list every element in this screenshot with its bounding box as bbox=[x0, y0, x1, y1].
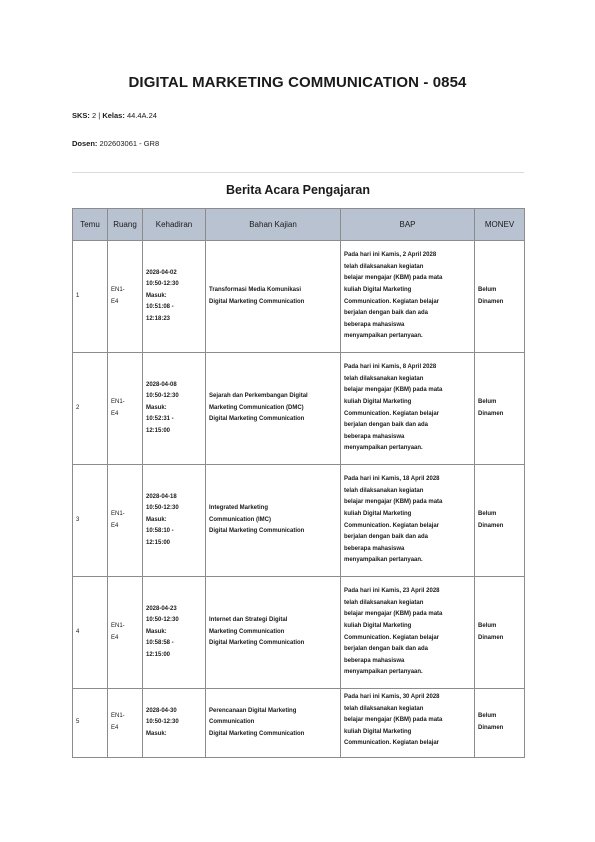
cell-line: EN1- bbox=[111, 713, 125, 720]
cell-line: Dinamen bbox=[478, 298, 504, 305]
cell-temu: 1 bbox=[73, 241, 108, 353]
cell-bahan-kajian bbox=[206, 353, 341, 465]
cell-temu: 5 bbox=[73, 689, 108, 758]
bap-table bbox=[72, 208, 525, 758]
cell-line: 2028-04-18 bbox=[146, 493, 177, 500]
cell-line: EN1- bbox=[111, 286, 125, 293]
page-title: DIGITAL MARKETING COMMUNICATION - 0854 bbox=[128, 74, 467, 91]
cell-line: E4 bbox=[111, 725, 119, 731]
cell-ruang bbox=[108, 353, 143, 465]
cell-line: Communication. Kegiatan belajar bbox=[344, 634, 440, 641]
cell-bap bbox=[341, 465, 475, 577]
cell-line: telah dilaksanakan kegiatan bbox=[344, 599, 424, 606]
cell-line: E4 bbox=[111, 522, 119, 529]
cell-line: Marketing Communication (DMC) bbox=[209, 404, 304, 411]
cell-line: 2028-04-08 bbox=[146, 381, 177, 388]
cell-line: kuliah Digital Marketing bbox=[344, 622, 412, 629]
cell-line: Pada hari ini Kamis, 18 April 2028 bbox=[344, 476, 440, 483]
cell-line: beberapa mahasiswa bbox=[344, 321, 405, 328]
cell-line: E4 bbox=[111, 634, 119, 641]
cell-line: 10:51:08 - bbox=[146, 304, 174, 311]
cell-line: Communication (IMC) bbox=[209, 516, 271, 523]
cell-line: Internet dan Strategi Digital bbox=[209, 617, 288, 624]
cell-monev bbox=[475, 577, 525, 689]
cell-line: Digital Marketing Communication bbox=[209, 528, 305, 535]
cell-line: Masuk: bbox=[146, 628, 167, 635]
table-row bbox=[73, 577, 525, 689]
cell-line: Masuk: bbox=[146, 404, 167, 411]
cell-line: Dinamen bbox=[478, 634, 504, 641]
header-bahan-kajian: Bahan Kajian bbox=[206, 209, 341, 241]
cell-kehadiran bbox=[143, 353, 206, 465]
cell-monev bbox=[475, 465, 525, 577]
cell-line: Communication bbox=[209, 719, 255, 726]
cell-line: 10:50-12:30 bbox=[146, 719, 179, 726]
cell-kehadiran bbox=[143, 465, 206, 577]
cell-line: Dinamen bbox=[478, 725, 504, 731]
cell-line: 12:15:00 bbox=[146, 651, 171, 658]
cell-line: EN1- bbox=[111, 510, 125, 517]
cell-line: 10:58:10 - bbox=[146, 528, 174, 535]
cell-bap bbox=[341, 241, 475, 353]
cell-line: Belum bbox=[478, 713, 497, 720]
cell-line: 12:15:00 bbox=[146, 539, 171, 546]
cell-kehadiran bbox=[143, 241, 206, 353]
cell-bahan-kajian bbox=[206, 577, 341, 689]
cell-line: Masuk: bbox=[146, 730, 167, 737]
cell-monev bbox=[475, 241, 525, 353]
cell-line: 10:58:58 - bbox=[146, 640, 174, 647]
cell-line: Pada hari ini Kamis, 23 April 2028 bbox=[344, 588, 440, 595]
cell-kehadiran bbox=[143, 577, 206, 689]
table-row bbox=[73, 241, 525, 353]
kelas-value: 44.4A.24 bbox=[126, 111, 157, 120]
sks-label: SKS: bbox=[72, 111, 90, 120]
cell-line: Transformasi Media Komunikasi bbox=[209, 286, 302, 293]
cell-line: menyampaikan pertanyaan. bbox=[344, 445, 423, 452]
cell-line: beberapa mahasiswa bbox=[344, 657, 405, 664]
cell-ruang bbox=[108, 465, 143, 577]
cell-line: berjalan dengan baik dan ada bbox=[344, 310, 429, 317]
cell-line: 12:18:23 bbox=[146, 315, 171, 322]
cell-line: Masuk: bbox=[146, 516, 167, 523]
cell-line: 2028-04-30 bbox=[146, 707, 177, 714]
cell-line: E4 bbox=[111, 410, 119, 417]
cell-line: Belum bbox=[478, 622, 497, 629]
cell-line: Integrated Marketing bbox=[209, 505, 269, 512]
cell-line: kuliah Digital Marketing bbox=[344, 398, 412, 405]
header-monev: MONEV bbox=[475, 209, 525, 241]
cell-line: berjalan dengan baik dan ada bbox=[344, 534, 429, 541]
cell-line: 12:15:00 bbox=[146, 427, 171, 434]
cell-line: Marketing Communication bbox=[209, 628, 285, 635]
dosen-value: 202603061 - GR8 bbox=[99, 139, 160, 148]
course-meta-sks-kelas bbox=[72, 111, 157, 120]
cell-line: 10:52:31 - bbox=[146, 416, 174, 423]
section-title: Berita Acara Pengajaran bbox=[225, 183, 371, 197]
cell-line: Digital Marketing Communication bbox=[209, 640, 305, 647]
cell-line: kuliah Digital Marketing bbox=[344, 286, 412, 293]
cell-line: berjalan dengan baik dan ada bbox=[344, 422, 429, 429]
cell-line: Communication. Kegiatan belajar bbox=[344, 298, 440, 305]
cell-ruang bbox=[108, 577, 143, 689]
meta-separator: | bbox=[98, 111, 101, 120]
cell-line: Digital Marketing Communication bbox=[209, 298, 305, 305]
cell-line: kuliah Digital Marketing bbox=[344, 728, 412, 735]
cell-line: E4 bbox=[111, 298, 119, 305]
cell-ruang bbox=[108, 241, 143, 353]
section-divider bbox=[72, 172, 524, 173]
cell-line: menyampaikan pertanyaan. bbox=[344, 333, 423, 340]
cell-line: beberapa mahasiswa bbox=[344, 433, 405, 440]
cell-line: kuliah Digital Marketing bbox=[344, 510, 412, 517]
cell-line: EN1- bbox=[111, 622, 125, 629]
cell-line: berjalan dengan baik dan ada bbox=[344, 646, 429, 653]
cell-line: Communication. Kegiatan belajar bbox=[344, 740, 440, 747]
cell-line: Dinamen bbox=[478, 522, 504, 529]
cell-bap-clip bbox=[344, 692, 471, 750]
cell-line: beberapa mahasiswa bbox=[344, 545, 405, 552]
cell-bahan-kajian bbox=[206, 465, 341, 577]
cell-line: Belum bbox=[478, 510, 497, 517]
cell-line: telah dilaksanakan kegiatan bbox=[344, 487, 424, 494]
cell-monev bbox=[475, 353, 525, 465]
cell-line: belajar mengajar (KBM) pada mata bbox=[344, 611, 443, 618]
header-temu: Temu bbox=[73, 209, 108, 241]
cell-line: EN1- bbox=[111, 398, 125, 405]
table-row bbox=[73, 689, 525, 758]
cell-line: 10:50-12:30 bbox=[146, 617, 179, 624]
kelas-label: Kelas: bbox=[102, 111, 125, 120]
header-kehadiran: Kehadiran bbox=[143, 209, 206, 241]
cell-bap bbox=[341, 577, 475, 689]
table-header-row bbox=[73, 209, 525, 241]
cell-line: belajar mengajar (KBM) pada mata bbox=[344, 387, 443, 394]
cell-line: 10:50-12:30 bbox=[146, 393, 179, 400]
cell-line: belajar mengajar (KBM) pada mata bbox=[344, 717, 443, 724]
header-bap: BAP bbox=[341, 209, 475, 241]
cell-bahan-kajian bbox=[206, 689, 341, 758]
cell-line: Digital Marketing Communication bbox=[209, 416, 305, 423]
cell-kehadiran bbox=[143, 689, 206, 758]
cell-line: belajar mengajar (KBM) pada mata bbox=[344, 275, 443, 282]
cell-line: Sejarah dan Perkembangan Digital bbox=[209, 393, 308, 400]
cell-bap bbox=[341, 689, 475, 758]
cell-line: 2028-04-02 bbox=[146, 269, 177, 276]
cell-line: Dinamen bbox=[478, 410, 504, 417]
dosen-label: Dosen: bbox=[72, 139, 98, 148]
cell-line: Pada hari ini Kamis, 2 April 2028 bbox=[344, 252, 437, 259]
cell-line: telah dilaksanakan kegiatan bbox=[344, 705, 424, 712]
cell-temu: 3 bbox=[73, 465, 108, 577]
cell-line: Communication. Kegiatan belajar bbox=[344, 522, 440, 529]
cell-line: 10:50-12:30 bbox=[146, 505, 179, 512]
cell-bap bbox=[341, 353, 475, 465]
header-ruang: Ruang bbox=[108, 209, 143, 241]
cell-line: telah dilaksanakan kegiatan bbox=[344, 263, 424, 270]
table-row bbox=[73, 353, 525, 465]
cell-line: Perencanaan Digital Marketing bbox=[209, 707, 297, 714]
table-row bbox=[73, 465, 525, 577]
cell-line: Masuk: bbox=[146, 292, 167, 299]
cell-line: telah dilaksanakan kegiatan bbox=[344, 375, 424, 382]
cell-ruang bbox=[108, 689, 143, 758]
cell-line: Belum bbox=[478, 398, 497, 405]
cell-line: Digital Marketing Communication bbox=[209, 730, 305, 737]
cell-line: menyampaikan pertanyaan. bbox=[344, 669, 423, 676]
cell-line: 10:50-12:30 bbox=[146, 281, 179, 288]
cell-line: Pada hari ini Kamis, 30 April 2028 bbox=[344, 694, 440, 700]
cell-line: menyampaikan pertanyaan. bbox=[344, 557, 423, 564]
cell-bahan-kajian bbox=[206, 241, 341, 353]
cell-line: belajar mengajar (KBM) pada mata bbox=[344, 499, 443, 506]
cell-temu: 4 bbox=[73, 577, 108, 689]
cell-temu: 2 bbox=[73, 353, 108, 465]
cell-monev bbox=[475, 689, 525, 758]
cell-line: Communication. Kegiatan belajar bbox=[344, 410, 440, 417]
course-meta-dosen bbox=[72, 139, 159, 148]
cell-line: 2028-04-23 bbox=[146, 605, 177, 612]
cell-line: Pada hari ini Kamis, 8 April 2028 bbox=[344, 364, 437, 371]
cell-line: Belum bbox=[478, 286, 497, 293]
sks-value: 2 bbox=[92, 111, 97, 120]
